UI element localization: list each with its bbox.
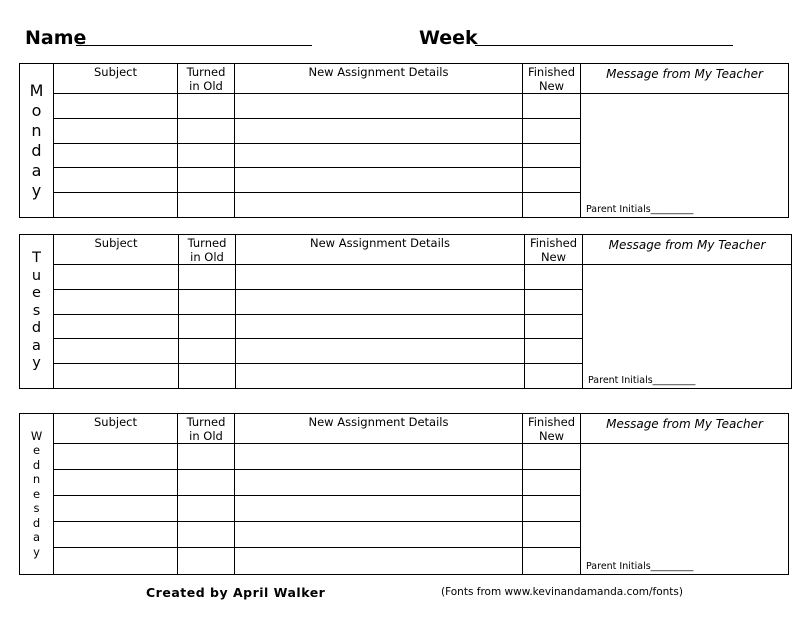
turned-in-cell[interactable] <box>179 339 236 364</box>
finished-cell[interactable] <box>523 522 581 548</box>
finished-cell[interactable] <box>523 168 581 193</box>
turned-in-cell[interactable] <box>178 522 235 548</box>
details-cell[interactable] <box>235 193 523 218</box>
subject-cell[interactable] <box>54 168 178 193</box>
monday-table <box>19 63 789 218</box>
week-label: Week <box>419 27 478 49</box>
details-cell[interactable] <box>236 315 525 339</box>
message-header: Message from My Teacher <box>581 64 789 94</box>
turned-in-cell[interactable] <box>179 315 236 339</box>
details-cell[interactable] <box>235 94 523 119</box>
week-field-line[interactable] <box>475 45 733 46</box>
finished-cell[interactable] <box>525 364 583 389</box>
finished-cell[interactable] <box>523 444 581 470</box>
details-header: New Assignment Details <box>235 64 523 94</box>
subject-cell[interactable] <box>54 265 179 290</box>
details-header: New Assignment Details <box>235 414 523 444</box>
finished-cell[interactable] <box>525 265 583 290</box>
details-cell[interactable] <box>236 364 525 389</box>
details-cell[interactable] <box>235 522 523 548</box>
finished-cell[interactable] <box>525 290 583 315</box>
day-label-monday: M o n d a y <box>20 64 54 218</box>
subject-cell[interactable] <box>54 522 178 548</box>
message-header: Message from My Teacher <box>581 414 789 444</box>
created-by-credit: Created by April Walker <box>146 585 326 600</box>
wednesday-table <box>19 413 789 575</box>
tuesday-table <box>19 234 792 389</box>
message-header: Message from My Teacher <box>583 235 792 265</box>
subject-cell[interactable] <box>54 364 179 389</box>
turned-in-cell[interactable] <box>178 444 235 470</box>
finished-header: Finished New <box>523 64 581 94</box>
turned-in-cell[interactable] <box>179 364 236 389</box>
turned-in-cell[interactable] <box>178 548 235 575</box>
day-label-wednesday: W e d n e s d a y <box>20 414 54 575</box>
details-cell[interactable] <box>235 119 523 144</box>
day-label-tuesday: T u e s d a y <box>20 235 54 389</box>
turned-in-cell[interactable] <box>178 144 235 168</box>
subject-header: Subject <box>54 235 179 265</box>
details-cell[interactable] <box>236 265 525 290</box>
subject-cell[interactable] <box>54 339 179 364</box>
finished-cell[interactable] <box>523 548 581 575</box>
details-cell[interactable] <box>236 290 525 315</box>
subject-cell[interactable] <box>54 119 178 144</box>
turned-in-header: Turned in Old <box>178 64 235 94</box>
subject-cell[interactable] <box>54 193 178 218</box>
fonts-credit: (Fonts from www.kevinandamanda.com/fonts) <box>441 586 683 598</box>
turned-in-cell[interactable] <box>178 168 235 193</box>
turned-in-header: Turned in Old <box>179 235 236 265</box>
name-label: Name <box>25 27 87 49</box>
message-box[interactable] <box>581 444 789 575</box>
turned-in-cell[interactable] <box>178 496 235 522</box>
parent-initials[interactable]: Parent Initials_________ <box>586 204 694 215</box>
details-cell[interactable] <box>235 548 523 575</box>
turned-in-header: Turned in Old <box>178 414 235 444</box>
details-cell[interactable] <box>235 444 523 470</box>
subject-cell[interactable] <box>54 444 178 470</box>
turned-in-cell[interactable] <box>179 265 236 290</box>
subject-cell[interactable] <box>54 496 178 522</box>
turned-in-cell[interactable] <box>178 470 235 496</box>
details-cell[interactable] <box>235 470 523 496</box>
finished-header: Finished New <box>523 414 581 444</box>
details-cell[interactable] <box>235 144 523 168</box>
turned-in-cell[interactable] <box>178 94 235 119</box>
finished-cell[interactable] <box>523 119 581 144</box>
details-cell[interactable] <box>235 168 523 193</box>
finished-cell[interactable] <box>523 94 581 119</box>
subject-cell[interactable] <box>54 548 178 575</box>
finished-cell[interactable] <box>523 470 581 496</box>
details-header: New Assignment Details <box>236 235 525 265</box>
subject-header: Subject <box>54 414 178 444</box>
message-box[interactable] <box>581 94 789 218</box>
subject-cell[interactable] <box>54 144 178 168</box>
message-box[interactable] <box>583 265 792 389</box>
name-field-line[interactable] <box>76 45 312 46</box>
subject-cell[interactable] <box>54 470 178 496</box>
details-cell[interactable] <box>236 339 525 364</box>
subject-cell[interactable] <box>54 315 179 339</box>
finished-cell[interactable] <box>525 315 583 339</box>
finished-header: Finished New <box>525 235 583 265</box>
subject-cell[interactable] <box>54 290 179 315</box>
parent-initials[interactable]: Parent Initials_________ <box>588 375 696 386</box>
turned-in-cell[interactable] <box>178 119 235 144</box>
finished-cell[interactable] <box>523 496 581 522</box>
finished-cell[interactable] <box>523 144 581 168</box>
parent-initials[interactable]: Parent Initials_________ <box>586 561 694 572</box>
finished-cell[interactable] <box>525 339 583 364</box>
finished-cell[interactable] <box>523 193 581 218</box>
subject-cell[interactable] <box>54 94 178 119</box>
subject-header: Subject <box>54 64 178 94</box>
details-cell[interactable] <box>235 496 523 522</box>
turned-in-cell[interactable] <box>179 290 236 315</box>
turned-in-cell[interactable] <box>178 193 235 218</box>
